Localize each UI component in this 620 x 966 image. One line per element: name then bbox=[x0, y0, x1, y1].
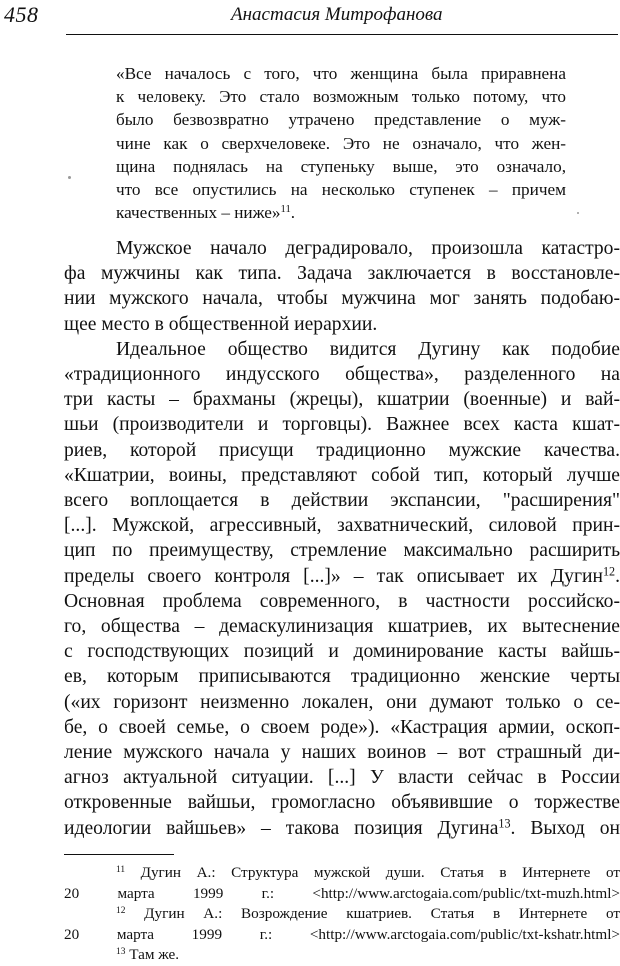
header-rule bbox=[66, 34, 618, 35]
body-line: три касты – брахманы (жрецы), кшатрии (военные) и вай- bbox=[64, 389, 620, 411]
quote-line: что все опустились на несколько ступенек – причем bbox=[116, 180, 566, 200]
body-line: цип по преимуществу, стремление максимально расширить bbox=[64, 540, 620, 562]
body-line: шьи (производители и торговцы). Важнее всех каста кшат- bbox=[64, 414, 620, 436]
footnote-text: Дугин А.: Возрождение кшатриев. Статья в Интернете от bbox=[125, 905, 620, 922]
body-line: ление мужского начала у наших воинов – вот страшный ди- bbox=[64, 742, 620, 764]
body-line: «Кшатрии, воины, представляют собой тип, который лучше bbox=[64, 464, 620, 486]
body-text bbox=[64, 236, 620, 841]
body-line: с господствующих позиций и доминирование касты вайшь- bbox=[64, 641, 620, 663]
body-line: . Выход он bbox=[510, 817, 620, 839]
quote-line: «Все началось с того, что женщина была приравнена bbox=[116, 64, 566, 83]
body-line: ев, которым приписываются традиционно женские черты bbox=[64, 666, 620, 688]
footnote-11-cont: 20 марта 1999 г.: <http://www.arctogaia.com/public/txt-muzh.html> bbox=[64, 884, 620, 902]
body-line: «традиционного индусского общества», разделенного на bbox=[64, 364, 620, 386]
footnote-number: 13 bbox=[116, 946, 126, 957]
body-line: идеологии вайшьев» – такова позиция Дугина bbox=[64, 817, 499, 839]
footnote-text: Там же. bbox=[125, 946, 180, 963]
quote-line: чине как о сверхчеловеке. Это не означало, что жен- bbox=[116, 133, 566, 153]
footnote-ref-12[interactable]: 12 bbox=[602, 563, 616, 578]
footnote-text: Дугин А.: Структура мужской души. Статья в Интернете от bbox=[125, 864, 620, 881]
body-line: нии мужского начала, чтобы мужчина мог занять подобаю- bbox=[64, 288, 620, 310]
footnote-12-cont: 20 марта 1999 г.: <http://www.arctogaia.com/public/txt-kshatr.html> bbox=[64, 925, 620, 943]
quote-line: было безвозвратно утрачено представление о муж- bbox=[116, 110, 566, 130]
quote-line: качественных – ниже» bbox=[116, 203, 281, 223]
footnote-12 bbox=[64, 904, 620, 925]
body-line: щее место в общественной иерархии. bbox=[64, 313, 378, 335]
body-line-with-ref: пределы своего контроля [...]» – так описывает их Дугин$^{12}$. bbox=[64, 563, 620, 587]
footnotes bbox=[64, 863, 620, 966]
body-line: пределы своего контроля [...]» – так описывает их Дугин bbox=[64, 565, 603, 587]
footnote-ref-13[interactable]: 13 bbox=[498, 816, 511, 830]
footnote-ref-11[interactable]: 11 bbox=[280, 204, 291, 216]
body-line: всего воплощается в действии экспансии, "расширения" bbox=[64, 490, 620, 512]
body-line: откровенные вайшьи, громогласно объявившие о торжестве bbox=[64, 792, 620, 814]
quote-line: к человеку. Это стало возможным только потому, что bbox=[116, 87, 566, 107]
body-line: бе, о своей семье, о своем роде»). «Кастрация армии, оскоп- bbox=[64, 716, 620, 738]
page-number: 458 bbox=[4, 2, 39, 27]
block-quote bbox=[116, 62, 566, 224]
footnote-11 bbox=[64, 863, 620, 884]
body-line: риев, которой присущи традиционно мужские качества. bbox=[64, 439, 620, 461]
quote-last-line: качественных – ниже»$^{11}$. bbox=[116, 203, 296, 223]
body-line: агноз актуальной ситуации. [...] У власти сейчас в России bbox=[64, 767, 620, 789]
running-head-author: Анастасия Митрофанова bbox=[231, 4, 443, 25]
body-line: Идеальное общество видится Дугину как подобие bbox=[116, 338, 620, 360]
body-line: го, общества – демаскулинизация кшатриев, их вытеснение bbox=[64, 616, 620, 638]
running-head bbox=[0, 2, 620, 32]
body-line-with-ref bbox=[64, 816, 620, 841]
footnote-number: 12 bbox=[116, 905, 126, 916]
body-line: Мужское начало деградировало, произошла катастро- bbox=[116, 238, 620, 259]
body-line: («их горизонт неизменно локален, они думают только о се- bbox=[64, 691, 620, 713]
body-line: Основная проблема современного, в частности российско- bbox=[64, 590, 620, 612]
footnote-rule bbox=[64, 854, 174, 855]
body-line: фа мужчины как типа. Задача заключается в восстановле- bbox=[64, 263, 620, 285]
quote-line: щина поднялась на ступеньку выше, это означало, bbox=[116, 156, 566, 176]
scan-speck bbox=[577, 212, 579, 214]
body-line: [...]. Мужской, агрессивный, захватнический, силовой прин- bbox=[64, 515, 620, 537]
footnote-number: 11 bbox=[116, 864, 126, 875]
footnote-13 bbox=[64, 945, 620, 966]
scan-speck bbox=[68, 176, 71, 179]
